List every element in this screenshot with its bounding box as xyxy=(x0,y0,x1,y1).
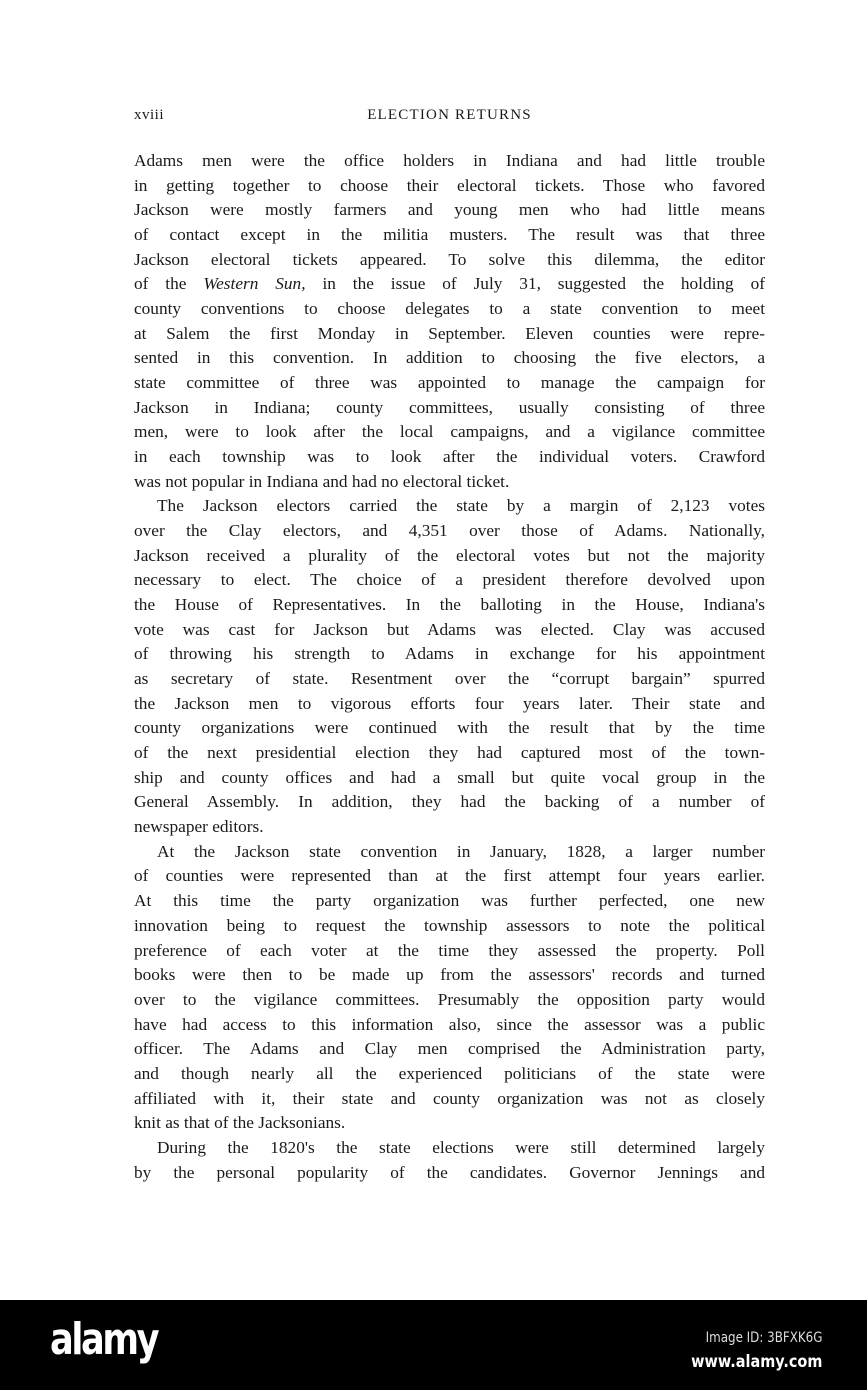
text-line: the Jackson men to vigorous efforts four years later. Their state and xyxy=(134,693,765,713)
text-line: books were then to be made up from the assessors' records and turned xyxy=(134,965,765,985)
alamy-logo: alamy xyxy=(50,1314,158,1365)
text-line: of counties were represented than at the first attempt four years earlier. xyxy=(134,866,765,886)
text-line: men, were to look after the local campaigns, and a vigilance committee xyxy=(134,422,765,442)
text-line: preference of each voter at the time they assessed the property. Poll xyxy=(134,940,765,960)
italic-title: Western Sun, xyxy=(203,274,306,294)
text-line: sented in this convention. In addition to choosing the five electors, a xyxy=(134,348,765,368)
text-line xyxy=(134,272,765,297)
body-text xyxy=(134,149,765,1185)
paragraph xyxy=(134,494,765,839)
text-line: of throwing his strength to Adams in exchange for his appointment xyxy=(134,644,765,664)
text-segment: of the xyxy=(134,274,204,294)
text-line: knit as that of the Jacksonians. xyxy=(134,1113,346,1133)
text-line: by the personal popularity of the candidates. Governor Jennings and xyxy=(134,1162,765,1182)
text-line: over to the vigilance committees. Presumably the opposition party would xyxy=(134,989,765,1009)
image-id: Image ID: 3BFXK6G xyxy=(705,1330,822,1346)
text-line: and though nearly all the experienced politicians of the state were xyxy=(134,1063,765,1083)
text-line: Jackson in Indiana; county committees, usually consisting of three xyxy=(134,397,765,417)
running-head xyxy=(134,107,765,129)
text-line: The Jackson electors carried the state by a margin of 2,123 votes xyxy=(157,496,765,516)
paragraph xyxy=(134,840,765,1136)
text-line: Jackson electoral tickets appeared. To solve this dilemma, the editor xyxy=(134,249,765,269)
text-line: county organizations were continued with the result that by the time xyxy=(134,718,765,738)
paragraph xyxy=(134,149,765,494)
text-line: have had access to this information also, since the assessor was a public xyxy=(134,1014,765,1034)
text-line: over the Clay electors, and 4,351 over those of Adams. Nationally, xyxy=(134,521,765,541)
text-line: officer. The Adams and Clay men comprised the Administration party, xyxy=(134,1039,765,1059)
text-line: newspaper editors. xyxy=(134,817,264,837)
text-line: General Assembly. In addition, they had the backing of a number of xyxy=(134,792,765,812)
page-number: xviii xyxy=(134,107,165,123)
text-line: state committee of three was appointed to manage the campaign for xyxy=(134,373,765,393)
text-line: as secretary of state. Resentment over the “corrupt bargain” spurred xyxy=(134,669,765,689)
text-line: at Salem the first Monday in September. Eleven counties were repre- xyxy=(134,323,765,343)
text-line: the House of Representatives. In the balloting in the House, Indiana's xyxy=(134,595,765,615)
text-line: ship and county offices and had a small but quite vocal group in the xyxy=(134,767,765,787)
text-line: in getting together to choose their electoral tickets. Those who favored xyxy=(134,175,765,195)
watermark-bar xyxy=(0,1300,867,1390)
text-line: At the Jackson state convention in January, 1828, a larger number xyxy=(157,841,765,861)
text-line: was not popular in Indiana and had no electoral ticket. xyxy=(134,471,510,491)
text-line: Jackson were mostly farmers and young men who had little means xyxy=(134,200,765,220)
text-line: Adams men were the office holders in Indiana and had little trouble xyxy=(134,151,765,170)
text-line: in each township was to look after the individual voters. Crawford xyxy=(134,447,765,467)
text-line: During the 1820's the state elections were still determined largely xyxy=(157,1137,765,1157)
text-line: Jackson received a plurality of the electoral votes but not the majority xyxy=(134,545,765,565)
site-url: www.alamy.com xyxy=(690,1352,822,1372)
text-segment: in the issue of July 31, suggested the holding of xyxy=(305,274,766,294)
paragraph xyxy=(134,1136,765,1185)
text-line: of contact except in the militia musters. The result was that three xyxy=(134,225,765,245)
text-line: At this time the party organization was further perfected, one new xyxy=(134,891,765,911)
running-title: ELECTION RETURNS xyxy=(367,107,532,123)
text-line: county conventions to choose delegates to a state convention to meet xyxy=(134,299,765,319)
text-line: necessary to elect. The choice of a president therefore devolved upon xyxy=(134,570,765,590)
text-line: of the next presidential election they had captured most of the town- xyxy=(134,743,765,763)
text-line: vote was cast for Jackson but Adams was elected. Clay was accused xyxy=(134,619,765,639)
text-line: innovation being to request the township assessors to note the political xyxy=(134,915,765,935)
text-line: affiliated with it, their state and county organization was not as closely xyxy=(134,1088,765,1108)
